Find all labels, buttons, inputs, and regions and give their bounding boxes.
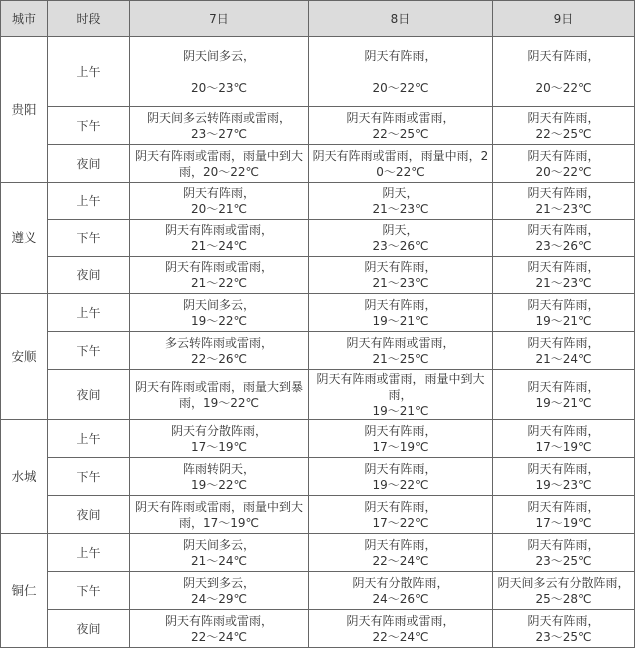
period-label: 夜间 — [48, 257, 130, 294]
forecast-cell: 阴天有分散阵雨， 17～19℃ — [130, 420, 309, 458]
period-label: 下午 — [48, 458, 130, 496]
header-row — [1, 1, 635, 37]
forecast-cell: 阴天有阵雨， 21～24℃ — [493, 332, 635, 370]
forecast-cell: 阴天有阵雨， 21～23℃ — [493, 183, 635, 220]
forecast-cell: 阴天有阵雨或雷雨，雨量中到大雨， 19～21℃ — [309, 370, 493, 420]
period-label: 夜间 — [48, 145, 130, 183]
period-label: 下午 — [48, 572, 130, 610]
forecast-cell: 阴天有阵雨或雷雨， 22～25℃ — [309, 107, 493, 145]
forecast-cell: 阴天有阵雨或雷雨， 21～24℃ — [130, 220, 309, 257]
table-row — [1, 496, 635, 534]
forecast-cell: 阴天有阵雨， 20～21℃ — [130, 183, 309, 220]
table-row — [1, 534, 635, 572]
forecast-cell: 阴天有阵雨或雷雨，雨量中雨，20～22℃ — [309, 145, 493, 183]
forecast-cell: 阴天有阵雨或雷雨，雨量中到大雨，20～22℃ — [130, 145, 309, 183]
table-row — [1, 145, 635, 183]
header-city: 城市 — [1, 1, 48, 37]
forecast-cell: 阴天， 23～26℃ — [309, 220, 493, 257]
table-row — [1, 458, 635, 496]
forecast-cell: 阴天有阵雨， 19～21℃ — [309, 294, 493, 332]
forecast-cell: 多云转阵雨或雷雨， 22～26℃ — [130, 332, 309, 370]
forecast-cell: 阴天间多云， 20～23℃ — [130, 37, 309, 107]
period-label: 上午 — [48, 294, 130, 332]
forecast-cell: 阴天到多云， 24～29℃ — [130, 572, 309, 610]
forecast-cell: 阴天有阵雨， 19～22℃ — [309, 458, 493, 496]
forecast-cell: 阴天有阵雨， 17～19℃ — [493, 420, 635, 458]
period-label: 下午 — [48, 332, 130, 370]
forecast-cell: 阴天有阵雨或雷雨，雨量大到暴雨，19～22℃ — [130, 370, 309, 420]
forecast-cell: 阴天间多云， 21～24℃ — [130, 534, 309, 572]
period-label: 夜间 — [48, 610, 130, 648]
table-row — [1, 294, 635, 332]
forecast-cell: 阴天有阵雨， 20～22℃ — [309, 37, 493, 107]
table-row — [1, 183, 635, 220]
city-name: 水城 — [1, 420, 48, 534]
forecast-cell: 阴天间多云转阵雨或雷雨， 23～27℃ — [130, 107, 309, 145]
table-row — [1, 107, 635, 145]
forecast-cell: 阴天， 21～23℃ — [309, 183, 493, 220]
period-label: 上午 — [48, 534, 130, 572]
forecast-cell: 阴天有阵雨， 17～19℃ — [309, 420, 493, 458]
forecast-cell: 阴天有阵雨， 21～23℃ — [493, 257, 635, 294]
forecast-cell: 阴天有阵雨， 22～24℃ — [309, 534, 493, 572]
table-row — [1, 257, 635, 294]
city-name: 铜仁 — [1, 534, 48, 648]
forecast-cell: 阴天有阵雨， 23～26℃ — [493, 220, 635, 257]
forecast-cell: 阴天有阵雨， 17～22℃ — [309, 496, 493, 534]
forecast-cell: 阴天有阵雨或雷雨， 22～24℃ — [309, 610, 493, 648]
forecast-cell: 阴天有阵雨， 19～21℃ — [493, 370, 635, 420]
forecast-cell: 阴天有阵雨， 20～22℃ — [493, 145, 635, 183]
period-label: 上午 — [48, 37, 130, 107]
header-day-9: 9日 — [493, 1, 635, 37]
table-row — [1, 370, 635, 420]
forecast-cell: 阴天有阵雨， 17～19℃ — [493, 496, 635, 534]
table-row — [1, 420, 635, 458]
period-label: 夜间 — [48, 370, 130, 420]
table-row — [1, 37, 635, 107]
forecast-cell: 阴天有阵雨或雷雨， 21～22℃ — [130, 257, 309, 294]
header-day-8: 8日 — [309, 1, 493, 37]
forecast-cell: 阴天有阵雨或雷雨， 22～24℃ — [130, 610, 309, 648]
forecast-cell: 阴天间多云， 19～22℃ — [130, 294, 309, 332]
table-row — [1, 220, 635, 257]
forecast-cell: 阴天有阵雨或雷雨， 21～25℃ — [309, 332, 493, 370]
forecast-cell: 阴天有阵雨， 21～23℃ — [309, 257, 493, 294]
city-name: 遵义 — [1, 183, 48, 294]
forecast-cell: 阴天有分散阵雨， 24～26℃ — [309, 572, 493, 610]
forecast-cell: 阴天有阵雨， 23～25℃ — [493, 610, 635, 648]
period-label: 上午 — [48, 420, 130, 458]
period-label: 上午 — [48, 183, 130, 220]
forecast-cell: 阴天有阵雨或雷雨，雨量中到大雨，17～19℃ — [130, 496, 309, 534]
city-name: 安顺 — [1, 294, 48, 420]
forecast-cell: 阴天有阵雨， 22～25℃ — [493, 107, 635, 145]
period-label: 夜间 — [48, 496, 130, 534]
city-name: 贵阳 — [1, 37, 48, 183]
forecast-cell: 阴天间多云有分散阵雨，25～28℃ — [493, 572, 635, 610]
forecast-cell: 阴天有阵雨， 23～25℃ — [493, 534, 635, 572]
forecast-cell: 阴天有阵雨， 19～21℃ — [493, 294, 635, 332]
table-row — [1, 572, 635, 610]
period-label: 下午 — [48, 220, 130, 257]
header-day-7: 7日 — [130, 1, 309, 37]
forecast-cell: 阴天有阵雨， 19～23℃ — [493, 458, 635, 496]
table-row — [1, 610, 635, 648]
table-row — [1, 332, 635, 370]
header-period: 时段 — [48, 1, 130, 37]
forecast-cell: 阴天有阵雨， 20～22℃ — [493, 37, 635, 107]
period-label: 下午 — [48, 107, 130, 145]
forecast-cell: 阵雨转阴天， 19～22℃ — [130, 458, 309, 496]
